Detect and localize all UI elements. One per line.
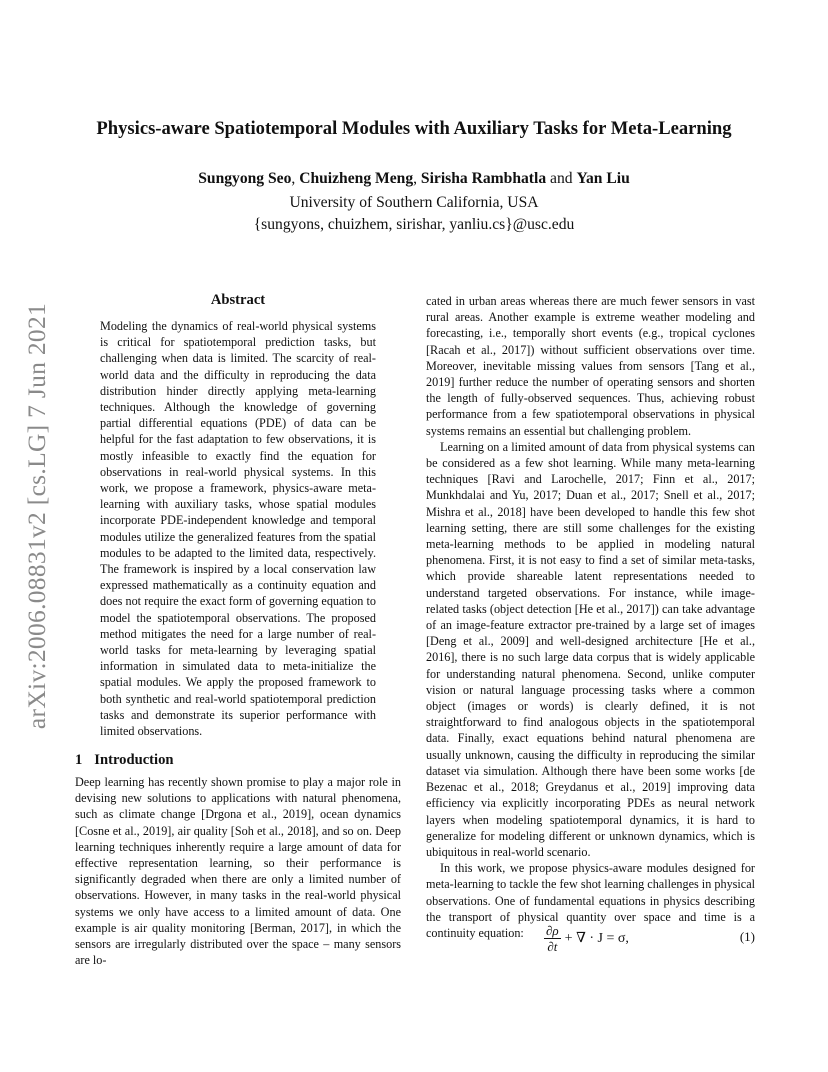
body-paragraph: In this work, we propose physics-aware modules designed for meta-learning to tackle the few shot learning challenges in physical observations. One of fundamental equations in physics describing the transport of physical quantity over space and time is a continuity equation: (426, 861, 755, 940)
equation-rest: + ∇ · J = σ, (564, 930, 629, 946)
equation-number: (1) (739, 929, 755, 944)
author-name: Sungyong Seo (198, 170, 292, 187)
continuity-equation (426, 920, 755, 956)
equation-body (544, 920, 629, 956)
author-emails: {sungyons, chuizhem, sirishar, yanliu.cs}@usc.edu (253, 216, 575, 233)
section-number: 1 (75, 752, 83, 768)
section-heading-introduction (75, 752, 174, 769)
author-name: Yan Liu (576, 170, 630, 187)
arxiv-identifier: arXiv:2006.08831v2 [cs.LG] 7 Jun 2021 (22, 302, 51, 730)
abstract-body: Modeling the dynamics of real-world physical systems is critical for spatiotemporal prediction tasks, but challenging when data is limited. The scarcity of real-world data and the difficulty in reproducing the data distribution hinder directly applying meta-learning techniques. Although the knowledge of governing partial differential equations (PDE) of data can be helpful for the fast adaptation to few observations, it is mostly infeasible to exactly find the equation for observations in real-world physical systems. In this work, we propose a framework, physics-aware meta-learning with auxiliary tasks, whose spatial modules incorporate PDE-independent knowledge and temporal modules utilize the generalized features from the spatial modules to be adapted to the limited data, respectively. The framework is inspired by a local conservation law expressed mathematically as a continuity equation and does not require the exact form of governing equation to model the spatiotemporal observations. The proposed method mitigates the need for a large number of real-world tasks for meta-learning by leveraging spatial information in simulated data to meta-initialize the spatial modules. We apply the proposed framework to both synthetic and real-world spatiotemporal prediction tasks and demonstrate its superior performance with limited observations. (100, 319, 376, 739)
body-paragraph: Learning on a limited amount of data from physical systems can be considered as a few shot learning. While many meta-learning techniques [Ravi and Larochelle, 2017; Finn et al., 2017; Munkhdalai and Yu, 2017; Duan et al., 2017; Snell et al., 2017; Mishra et al., 2018] have been developed to handle this few shot learning setting, there are still some challenges for the existing meta-learning methods to be applied in modeling natural phenomena. First, it is not easy to find a set of similar meta-tasks, which provide shareable latent representations needed to understand targeted observations. For instance, while image-related tasks (object detection [He et al., 2017]) can take advantage of an image-feature extractor pre-trained by a large set of images [Deng et al., 2009] and well-designed architecture [He et al., 2016], there is no such large data corpus that is widely applicable for understanding natural phenomena. Second, unlike computer vision or natural language processing tasks where a common object (images or words) is clearly defined, it is not straightforward to find analogous objects in the spatiotemporal data. Finally, exact equations behind natural phenomena are usually unknown, causing the difficulty in reproducing the similar dataset via simulation. Although there have been some works [de Bezenac et al., 2018; Greydanus et al., 2019] improving data efficiency via explicitly incorporating PDEs as neural network layers when modeling spatiotemporal dynamics, it is hard to generalize for modeling different or unknown dynamics, which is ubiquitous in real-world scenario. (426, 439, 755, 859)
author-name: Chuizheng Meng (299, 170, 414, 187)
author-conjunction: and (550, 170, 573, 187)
fraction-denominator: ∂t (547, 938, 558, 954)
abstract-heading: Abstract (210, 292, 266, 308)
author-list: Sungyong Seo, Chuizheng Meng, Sirisha Rambhatla and Yan Liu (198, 170, 630, 187)
partial-derivative (544, 923, 561, 954)
introduction-paragraph: Deep learning has recently shown promise to play a major role in devising new solutions to applications with natural phenomena, such as climate change [Drgona et al., 2019], ocean dynamics [Cosne et al., 2019], air quality [Soh et al., 2018], and so on. Deep learning techniques inherently require a large amount of data for effective representation learning, so their performance is significantly degraded when there are only a limited number of observations. However, in many tasks in the real-world physical systems we only have access to a limited amount of data. One example is air quality monitoring [Berman, 2017], in which the sensors are irregularly distributed over the space – many sensors are lo- (75, 775, 401, 968)
right-column (426, 293, 755, 941)
fraction-numerator: ∂ρ (546, 922, 559, 938)
body-paragraph: cated in urban areas whereas there are much fewer sensors in vast rural areas. Another example is extreme weather modeling and forecasting, i.e., temporally short events (e.g., tropical cyclones [Racah et al., 2017]) without sufficient observations over time. Moreover, inevitable missing values from sensors [Tang et al., 2019] further reduce the number of operating sensors and shorten the length of fully-observed sequences. Thus, achieving robust performance from a few spatiotemporal observations in physical systems remains an essential but challenging problem. (426, 294, 755, 438)
paper-title: Physics-aware Spatiotemporal Modules with Auxiliary Tasks for Meta-Learning (96, 118, 732, 139)
affiliation: University of Southern California, USA (289, 194, 539, 211)
author-name: Sirisha Rambhatla (420, 170, 547, 187)
section-title: Introduction (94, 752, 174, 768)
